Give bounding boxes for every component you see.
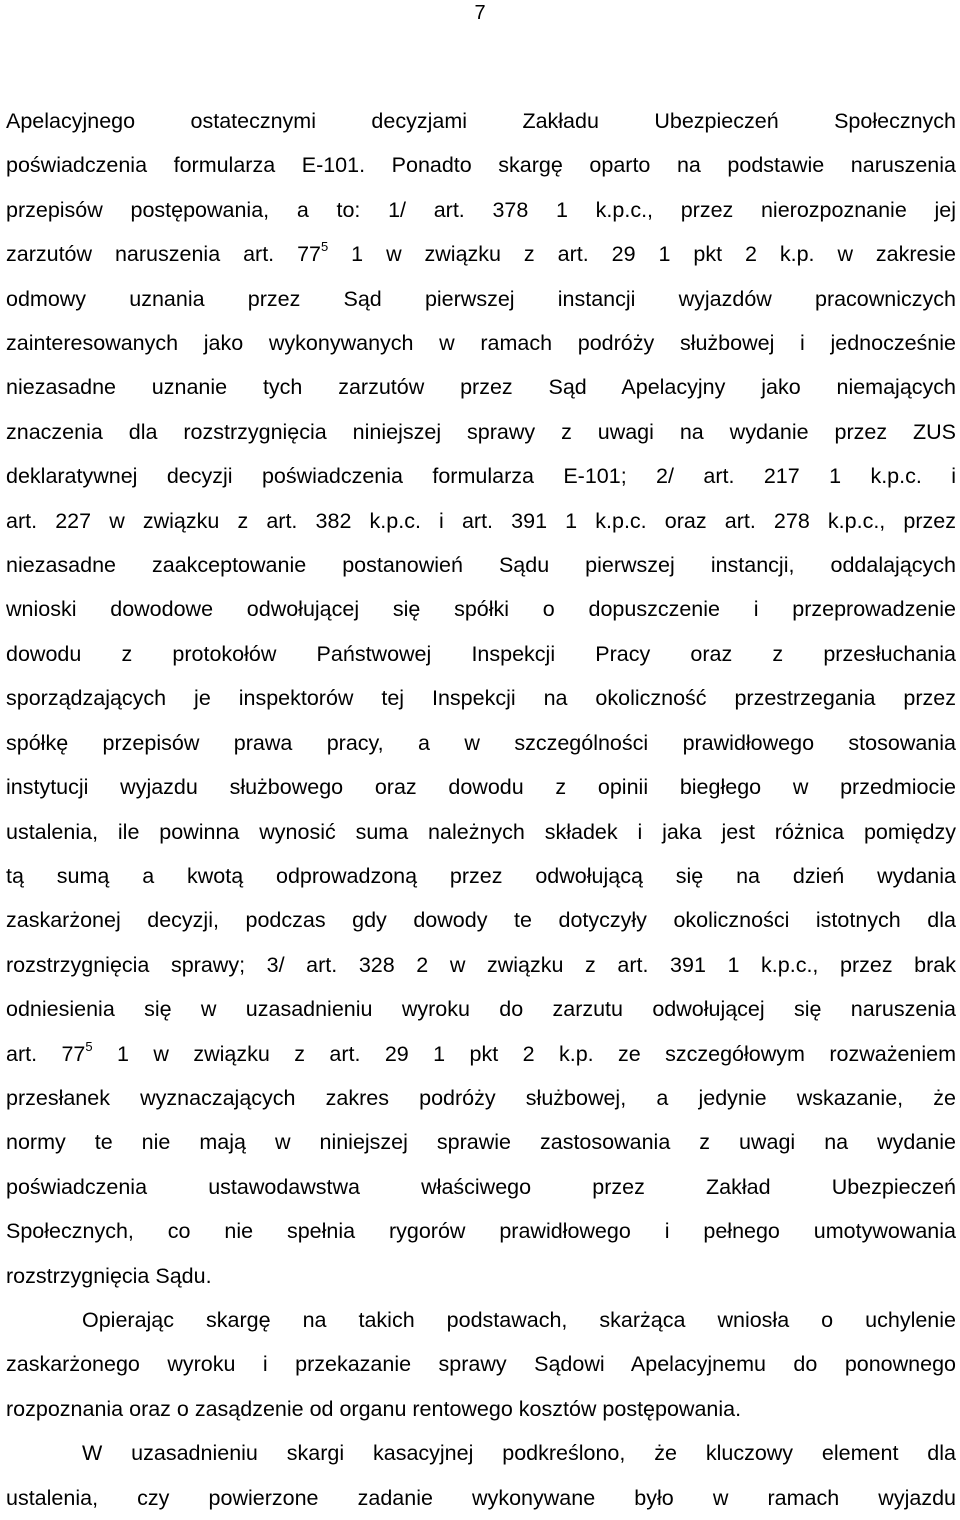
text-run: poświadczenia formularza E-101. Ponadto skargę oparto na podstawie naruszenia — [6, 153, 956, 178]
text-line — [6, 99, 956, 143]
text-line — [6, 676, 956, 720]
text-line — [6, 1120, 956, 1164]
text-line — [6, 943, 956, 987]
text-line — [6, 232, 956, 276]
text-run: zainteresowanych jako wykonywanych w ramach podróży służbowej i jednocześnie — [6, 331, 956, 356]
text-run: 1 w związku z art. 29 1 pkt 2 k.p. w zakresie — [328, 242, 956, 267]
text-run: poświadczenia ustawodawstwa właściwego przez Zakład Ubezpieczeń — [6, 1174, 956, 1199]
text-run: ustalenia, czy powierzone zadanie wykonywane było w ramach wyjazdu — [6, 1485, 956, 1510]
text-line — [6, 1387, 956, 1431]
text-run: normy te nie mają w niniejszej sprawie zastosowania z uwagi na wydanie — [6, 1130, 956, 1155]
text-line — [6, 277, 956, 321]
text-run: zaskarżonego wyroku i przekazanie sprawy Sądowi Apelacyjnemu do ponownego — [6, 1352, 956, 1377]
text-run: tą sumą a kwotą odprowadzoną przez odwołującą się na dzień wydania — [6, 863, 956, 888]
text-run: deklaratywnej decyzji poświadczenia formularza E-101; 2/ art. 217 1 k.p.c. i — [6, 464, 956, 489]
text-run: przesłanek wyznaczających zakres podróży służbowej, a jedynie wskazanie, że — [6, 1085, 956, 1110]
text-run: przepisów postępowania, a to: 1/ art. 378 1 k.p.c., przez nierozpoznanie jej — [6, 197, 956, 222]
superscript: 5 — [85, 1038, 93, 1054]
text-line — [6, 1032, 956, 1076]
text-run: Opierając skargę na takich podstawach, skarżąca wniosła o uchylenie — [82, 1307, 956, 1332]
text-line — [6, 1431, 956, 1475]
text-run: rozpoznania oraz o zasądzenie od organu rentowego kosztów postępowania. — [6, 1396, 742, 1421]
text-line — [6, 143, 956, 187]
text-line — [6, 1476, 956, 1515]
text-line — [6, 1254, 956, 1298]
text-run: art. 227 w związku z art. 382 k.p.c. i art. 391 1 k.p.c. oraz art. 278 k.p.c., przez — [6, 508, 956, 533]
text-run: W uzasadnieniu skargi kasacyjnej podkreślono, że kluczowy element dla — [82, 1441, 956, 1466]
text-run: zaskarżonej decyzji, podczas gdy dowody te dotyczyły okoliczności istotnych dla — [6, 908, 956, 933]
text-run: rozstrzygnięcia Sądu. — [6, 1263, 212, 1288]
text-line — [6, 543, 956, 587]
text-line — [6, 987, 956, 1031]
text-run: sporządzających je inspektorów tej Inspekcji na okoliczność przestrzegania przez — [6, 686, 956, 711]
text-line — [6, 810, 956, 854]
text-run: 1 w związku z art. 29 1 pkt 2 k.p. ze szczegółowym rozważeniem — [92, 1041, 956, 1066]
text-line — [6, 365, 956, 409]
text-run: niezasadne zaakceptowanie postanowień Sądu pierwszej instancji, oddalających — [6, 553, 956, 578]
text-line — [6, 1209, 956, 1253]
document-body — [6, 99, 956, 1515]
text-run: instytucji wyjazdu służbowego oraz dowodu z opinii biegłego w przedmiocie — [6, 775, 956, 800]
text-line — [6, 188, 956, 232]
text-run: dowodu z protokołów Państwowej Inspekcji Pracy oraz z przesłuchania — [6, 641, 956, 666]
text-line — [6, 499, 956, 543]
text-line — [6, 632, 956, 676]
text-run: niezasadne uznanie tych zarzutów przez Sąd Apelacyjny jako niemających — [6, 375, 956, 400]
text-line — [6, 321, 956, 365]
superscript: 5 — [321, 239, 329, 255]
text-line — [6, 854, 956, 898]
text-line — [6, 1298, 956, 1342]
text-run: znaczenia dla rozstrzygnięcia niniejszej sprawy z uwagi na wydanie przez ZUS — [6, 419, 956, 444]
text-run: art. 77 — [6, 1041, 86, 1066]
text-line — [6, 1165, 956, 1209]
text-run: rozstrzygnięcia sprawy; 3/ art. 328 2 w związku z art. 391 1 k.p.c., przez brak — [6, 952, 956, 977]
text-line — [6, 1342, 956, 1386]
text-line — [6, 587, 956, 631]
text-line — [6, 898, 956, 942]
text-run: Społecznych, co nie spełnia rygorów prawidłowego i pełnego umotywowania — [6, 1219, 956, 1244]
text-line — [6, 765, 956, 809]
text-run: spółkę przepisów prawa pracy, a w szczególności prawidłowego stosowania — [6, 730, 956, 755]
page-number: 7 — [474, 2, 486, 24]
text-run: odniesienia się w uzasadnieniu wyroku do zarzutu odwołującej się naruszenia — [6, 997, 956, 1022]
text-run: Apelacyjnego ostatecznymi decyzjami Zakładu Ubezpieczeń Społecznych — [6, 109, 956, 133]
text-line — [6, 454, 956, 498]
text-run: zarzutów naruszenia art. 77 — [6, 242, 321, 267]
text-line — [6, 410, 956, 454]
text-run: odmowy uznania przez Sąd pierwszej instancji wyjazdów pracowniczych — [6, 286, 956, 311]
text-run: ustalenia, ile powinna wynosić suma należnych składek i jaka jest różnica pomiędzy — [6, 819, 956, 844]
text-line — [6, 1076, 956, 1120]
text-run: wnioski dowodowe odwołującej się spółki o dopuszczenie i przeprowadzenie — [6, 597, 956, 622]
text-line — [6, 721, 956, 765]
